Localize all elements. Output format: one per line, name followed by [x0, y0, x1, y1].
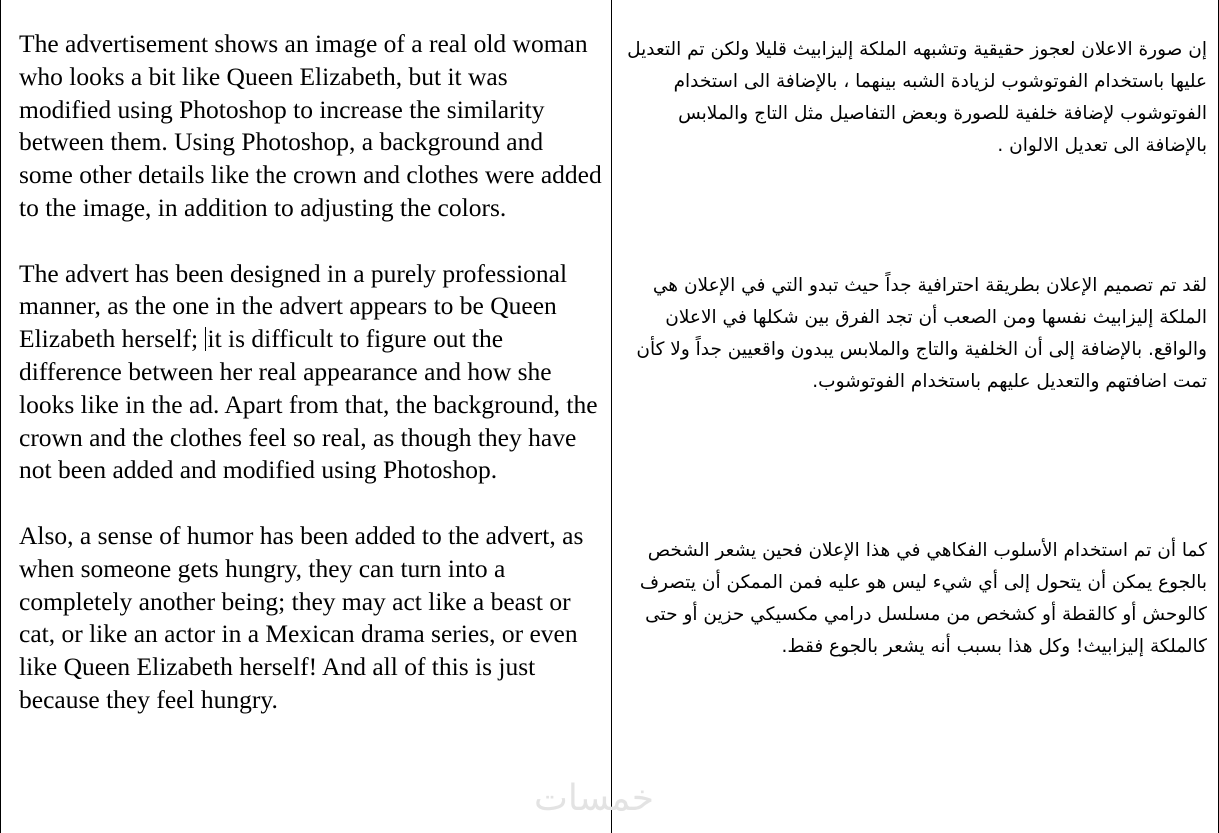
arabic-block-1[interactable] — [623, 34, 1207, 162]
column-divider — [611, 0, 612, 833]
arabic-block-2[interactable] — [623, 270, 1207, 398]
english-paragraph-2-end: it is difficult to figure out the difference between her real appearance and how she looks like in the ad. Apart from that, the background, the crown and the clothes feel so real, as though they have not been added and modified using Photoshop. — [19, 324, 598, 485]
watermark-logo: خمسات — [534, 778, 655, 819]
english-paragraph-1[interactable]: The advertisement shows an image of a real old woman who looks a bit like Queen Elizabeth, but it was modified using Photoshop to increase the similarity between them. Using Photoshop, a background and some other details like the crown and clothes were added to the image, in addition to adjusting the colors. — [19, 29, 602, 222]
english-paragraph-2[interactable] — [19, 258, 603, 488]
arabic-paragraph-2[interactable]: لقد تم تصميم الإعلان بطريقة احترافية جداً حيث تبدو التي في الإعلان هي الملكة إليزابيث نفسها ومن الصعب أن تجد الفرق بين شكلها في الاعلان والواقع. بالإضافة إلى أن الخلفية والتاج والملابس يبدون واقعيين جداً ولا كأن تمت اضافتهم والتعديل عليهم باستخدام الفوتوشوب. — [636, 275, 1207, 392]
english-paragraph-3[interactable]: Also, a sense of humor has been added to the advert, as when someone gets hungry, they can turn into a completely another being; they may act like a beast or cat, or like an actor in a Mexican drama series, or even like Queen Elizabeth herself! And all of this is just because they feel hungry. — [19, 520, 584, 714]
english-column[interactable] — [19, 28, 603, 717]
arabic-block-3[interactable] — [623, 535, 1207, 663]
arabic-paragraph-1[interactable]: إن صورة الاعلان لعجوز حقيقية وتشبهه الملكة إليزابيث قليلا ولكن تم التعديل عليها باستخدام الفوتوشوب لزيادة الشبه بينهما ، بالإضافة الى استخدام الفوتوشوب لإضافة خلفية للصورة وبعض التفاصيل مثل التاج والملابس بالإضافة الى تعديل الالوان . — [627, 39, 1207, 156]
english-paragraph-2-start: The advert has been designed in a purely professional manner, as the one in the advert appears to be Queen Elizabeth herself; — [19, 258, 568, 354]
arabic-paragraph-3[interactable]: كما أن تم استخدام الأسلوب الفكاهي في هذا الإعلان فحين يشعر الشخص بالجوع يمكن أن يتحول إلى أي شيء ليس هو عليه فمن الممكن أن يتصرف كالوحش أو كالقطة أو كشخص من مسلسل درامي مكسيكي حزين أو حتى كالملكة إليزابيث! وكل هذا بسبب أنه يشعر بالجوع فقط. — [639, 540, 1207, 657]
text-cursor — [205, 327, 206, 351]
